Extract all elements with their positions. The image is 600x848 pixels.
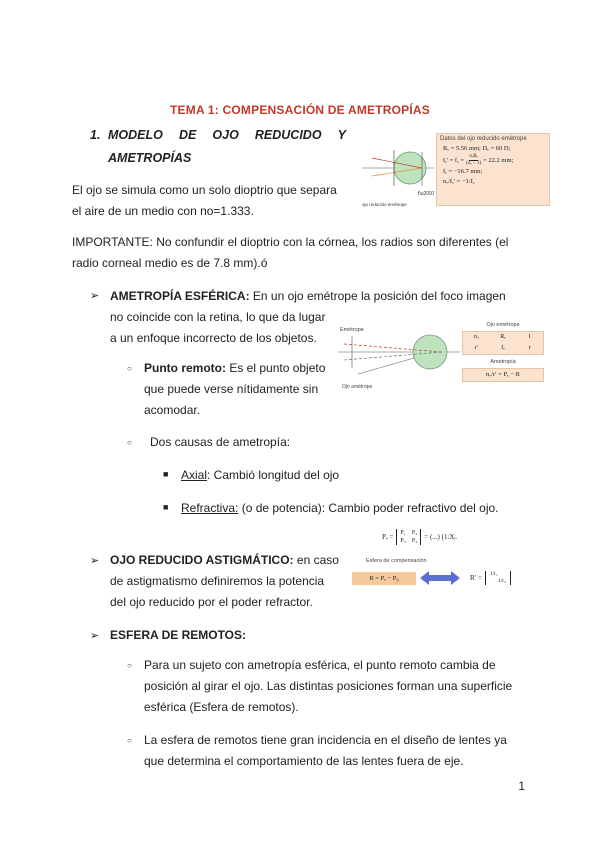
far-point: Punto remoto: Es el punto objeto que puede verse nítidamente sin acomodar. (144, 361, 326, 417)
arrow-bullet-icon: ➢ (90, 555, 100, 567)
sphere-heading: ESFERA DE REMOTOS: (110, 628, 247, 642)
fig1-eq2-left: fₑ' = fₑ = (443, 156, 465, 164)
power-matrix: Pₑ = P₁ P₂ P₃ P₄ = (...) (1:Xₒ (382, 530, 457, 544)
fig1-eq4: nₒ/fₑ' = −1/fₑ (443, 178, 475, 185)
fig1-caption: ojo reducido emétrope (362, 202, 407, 207)
section-number: 1. (90, 128, 101, 142)
square-bullet-icon: ■ (163, 469, 169, 479)
fig1-eq1: Rₑ = 5.56 mm; Dₑ = 60 D; (443, 145, 511, 152)
fig3-orange-eq: R = Pₑ − P₀ (352, 572, 416, 585)
fig1-eq2-den: (nₒ − 1) (466, 161, 482, 166)
reduced-eye-diagram (362, 140, 434, 210)
two-causes: Dos causas de ametropía: (150, 435, 291, 449)
fig1-eq3: fₑ = −16.7 mm; (443, 168, 483, 175)
section-heading-line2: AMETROPÍAS (108, 151, 192, 165)
page-title: TEMA 1: COMPENSACIÓN DE AMETROPÍAS (170, 103, 430, 117)
arrow-bullet-icon: ➢ (90, 290, 100, 302)
fig1-eq2-num: nₒRₑ (469, 154, 478, 159)
fig2-small-top: Ojo emétrope (486, 322, 520, 328)
sphere-bullet1: Para un sujeto con ametropía esférica, el punto remoto cambia de posición al girar el ojo. Las distintas posiciones forman una superficie esférica (Esfera de remotos). (144, 658, 513, 714)
fig2-left-label: Emétrope (340, 327, 364, 333)
ametropia-formula-box: Ojo emétrope nₒ Rₑ 1 r′ fₑ r Ametropía nₒ/r′ = Pₑ − R (462, 322, 544, 396)
sphere-bullet2: La esfera de remotos tiene gran incidencia en el diseño de lentes ya que determina el comportamiento de las lentes fuera de eje. (144, 733, 507, 768)
circle-bullet-icon: ○ (127, 736, 132, 745)
astigmatic-eye: OJO REDUCIDO ASTIGMÁTICO: en caso de astigmatismo definiremos la potencia del ojo reducido por el poder refractor. (110, 553, 339, 609)
circle-bullet-icon: ○ (127, 438, 132, 447)
circle-bullet-icon: ○ (127, 661, 132, 670)
circle-bullet-icon: ○ (127, 364, 132, 373)
emmetrope-data-box (436, 133, 550, 206)
spherical-ametropia: AMETROPÍA ESFÉRICA: En un ojo emétrope la posición del foco imagen no coincide con la retina, lo que da lugar a un enfoque incorrecto de los objetos. (110, 289, 506, 345)
svg-text:Ojo amétrope: Ojo amétrope (342, 384, 373, 390)
arrow-bullet-icon: ➢ (90, 630, 100, 642)
important-paragraph: IMPORTANTE: No confundir el dioptrio con la córnea, los radios son diferentes (el radio corneal medio es de 7.8 mm).ó (72, 235, 509, 270)
page-number: 1 (518, 779, 525, 793)
fig1-eq2-right: = 22.2 mm; (483, 156, 514, 164)
svg-text:f\u2091': f\u2091' (418, 191, 434, 197)
square-bullet-icon: ■ (163, 502, 169, 512)
fig2-eq: nₒ/r′ = Pₑ − R (462, 368, 544, 382)
section-heading-line1: MODELO DE OJO REDUCIDO Y (108, 128, 346, 142)
double-arrow-icon (420, 570, 460, 591)
ametropia-eye-diagram (338, 322, 460, 396)
fig2-middle: Ametropía (490, 359, 516, 365)
compensation-label: Esfera de compensación (366, 558, 427, 564)
intro-paragraph: El ojo se simula como un solo dioptrio que separa el aire de un medio con no=1.333. (72, 183, 337, 218)
axial-cause: Axial: Cambió longitud del ojo (181, 468, 340, 482)
fig1-box-title: Datos del ojo reducido emétrope (440, 136, 527, 142)
refractive-cause: Refractiva: (o de potencia): Cambio poder refractivo del ojo. (181, 501, 499, 515)
r-prime-matrix: R′ = 1/r₁ 1/r₂ (470, 568, 536, 588)
